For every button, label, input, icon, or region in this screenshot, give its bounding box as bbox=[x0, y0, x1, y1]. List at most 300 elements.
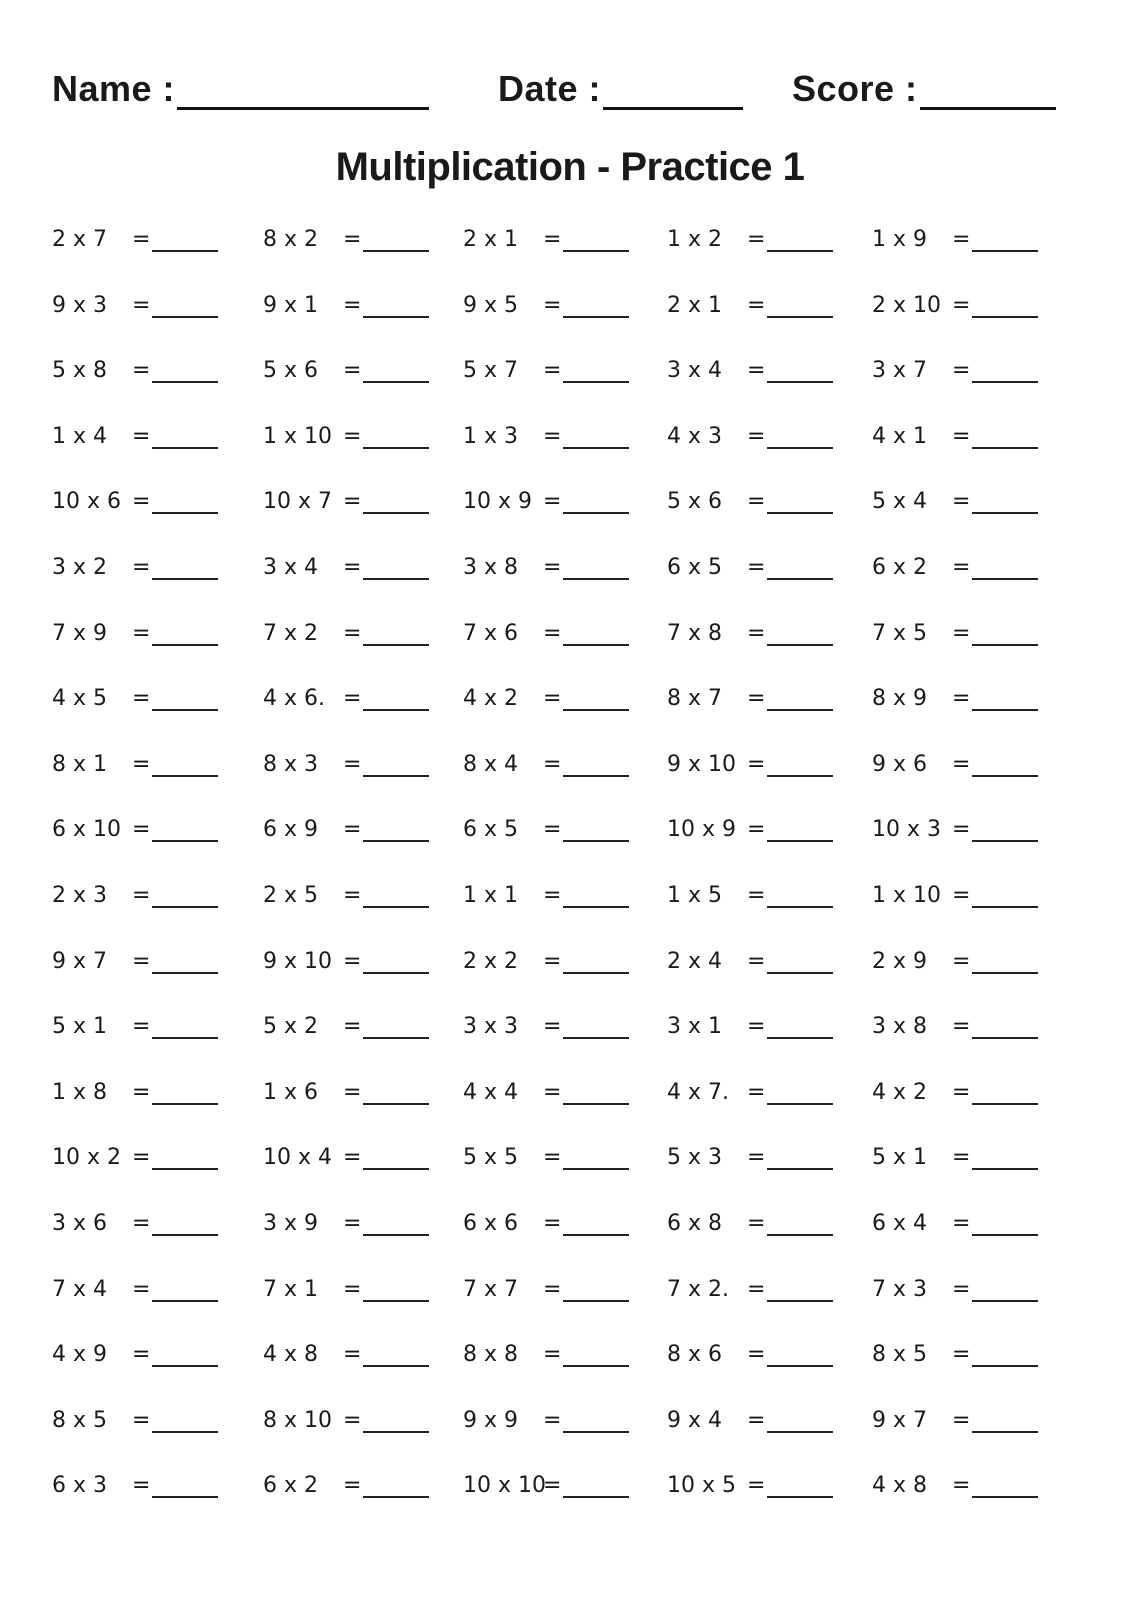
equals-sign: = bbox=[747, 1407, 766, 1433]
problem-row bbox=[0, 874, 1140, 940]
problem-expression: 3 x 4 bbox=[263, 554, 318, 580]
problem-expression: 10 x 4 bbox=[263, 1145, 332, 1171]
problem-item bbox=[263, 1071, 429, 1105]
problem-item bbox=[52, 415, 218, 449]
problem-item bbox=[463, 1071, 629, 1105]
problem-item bbox=[667, 1399, 833, 1433]
answer-blank[interactable] bbox=[563, 816, 629, 842]
answer-blank[interactable] bbox=[767, 1210, 833, 1236]
equals-sign: = bbox=[747, 1342, 766, 1368]
answer-blank[interactable] bbox=[363, 685, 429, 711]
equals-sign: = bbox=[343, 554, 362, 580]
answer-blank[interactable] bbox=[152, 751, 218, 777]
problem-grid bbox=[0, 218, 1140, 1530]
worksheet-title: Multiplication - Practice 1 bbox=[335, 145, 805, 189]
equals-sign: = bbox=[747, 489, 766, 515]
answer-blank[interactable] bbox=[152, 1144, 218, 1170]
problem-expression: 4 x 4 bbox=[463, 1079, 518, 1105]
answer-blank[interactable] bbox=[563, 882, 629, 908]
problem-item bbox=[667, 940, 833, 974]
problem-expression: 6 x 5 bbox=[667, 554, 722, 580]
problem-item bbox=[872, 808, 1038, 842]
problem-item bbox=[463, 1333, 629, 1367]
score-field bbox=[792, 68, 1056, 110]
answer-blank[interactable] bbox=[563, 1276, 629, 1302]
equals-sign: = bbox=[132, 1014, 151, 1040]
answer-blank[interactable] bbox=[152, 1472, 218, 1498]
answer-blank[interactable] bbox=[363, 1079, 429, 1105]
answer-blank[interactable] bbox=[972, 685, 1038, 711]
answer-blank[interactable] bbox=[767, 948, 833, 974]
answer-blank[interactable] bbox=[563, 1210, 629, 1236]
answer-blank[interactable] bbox=[563, 292, 629, 318]
problem-row bbox=[0, 1464, 1140, 1530]
problem-expression: 3 x 8 bbox=[463, 554, 518, 580]
answer-blank[interactable] bbox=[152, 488, 218, 514]
worksheet-header bbox=[0, 68, 1140, 128]
equals-sign: = bbox=[132, 423, 151, 449]
answer-blank[interactable] bbox=[767, 816, 833, 842]
problem-item bbox=[872, 1136, 1038, 1170]
problem-item bbox=[872, 1268, 1038, 1302]
answer-blank[interactable] bbox=[363, 1341, 429, 1367]
equals-sign: = bbox=[543, 1145, 562, 1171]
problem-expression: 7 x 6 bbox=[463, 620, 518, 646]
problem-item bbox=[872, 874, 1038, 908]
answer-blank[interactable] bbox=[152, 292, 218, 318]
equals-sign: = bbox=[543, 554, 562, 580]
problem-expression: 3 x 2 bbox=[52, 554, 107, 580]
answer-blank[interactable] bbox=[363, 751, 429, 777]
problem-item bbox=[872, 1464, 1038, 1498]
equals-sign: = bbox=[132, 751, 151, 777]
answer-blank[interactable] bbox=[767, 226, 833, 252]
answer-blank[interactable] bbox=[363, 816, 429, 842]
answer-blank[interactable] bbox=[563, 226, 629, 252]
problem-expression: 10 x 10 bbox=[463, 1473, 546, 1499]
equals-sign: = bbox=[543, 358, 562, 384]
equals-sign: = bbox=[543, 751, 562, 777]
answer-blank[interactable] bbox=[972, 292, 1038, 318]
answer-blank[interactable] bbox=[363, 357, 429, 383]
answer-blank[interactable] bbox=[563, 685, 629, 711]
problem-item bbox=[52, 743, 218, 777]
answer-blank[interactable] bbox=[152, 882, 218, 908]
problem-item bbox=[667, 1005, 833, 1039]
equals-sign: = bbox=[543, 1276, 562, 1302]
answer-blank[interactable] bbox=[563, 751, 629, 777]
problem-expression: 4 x 9 bbox=[52, 1342, 107, 1368]
problem-item bbox=[667, 415, 833, 449]
equals-sign: = bbox=[543, 1342, 562, 1368]
problem-expression: 2 x 3 bbox=[52, 882, 107, 908]
problem-expression: 4 x 8 bbox=[872, 1473, 927, 1499]
answer-blank[interactable] bbox=[972, 620, 1038, 646]
equals-sign: = bbox=[952, 292, 971, 318]
equals-sign: = bbox=[343, 489, 362, 515]
answer-blank[interactable] bbox=[972, 751, 1038, 777]
equals-sign: = bbox=[132, 948, 151, 974]
problem-item bbox=[263, 1464, 429, 1498]
problem-row bbox=[0, 940, 1140, 1006]
equals-sign: = bbox=[343, 751, 362, 777]
problem-item bbox=[667, 1268, 833, 1302]
problem-item bbox=[463, 1399, 629, 1433]
answer-blank[interactable] bbox=[152, 948, 218, 974]
problem-item bbox=[263, 1005, 429, 1039]
problem-item bbox=[463, 480, 629, 514]
problem-expression: 5 x 4 bbox=[872, 489, 927, 515]
problem-item bbox=[52, 218, 218, 252]
equals-sign: = bbox=[132, 292, 151, 318]
answer-blank[interactable] bbox=[152, 423, 218, 449]
equals-sign: = bbox=[952, 227, 971, 252]
problem-item bbox=[667, 546, 833, 580]
problem-item bbox=[463, 1268, 629, 1302]
problem-expression: 4 x 5 bbox=[52, 686, 107, 712]
equals-sign: = bbox=[132, 489, 151, 515]
problem-item bbox=[872, 743, 1038, 777]
answer-blank[interactable] bbox=[152, 1013, 218, 1039]
problem-expression: 1 x 8 bbox=[52, 1079, 107, 1105]
answer-blank[interactable] bbox=[767, 1079, 833, 1105]
equals-sign: = bbox=[543, 1407, 562, 1433]
equals-sign: = bbox=[747, 1014, 766, 1040]
problem-row bbox=[0, 480, 1140, 546]
equals-sign: = bbox=[747, 227, 766, 252]
score-input-line[interactable] bbox=[920, 71, 1056, 110]
problem-expression: 8 x 8 bbox=[463, 1342, 518, 1368]
equals-sign: = bbox=[747, 751, 766, 777]
answer-blank[interactable] bbox=[767, 488, 833, 514]
problem-item bbox=[52, 1268, 218, 1302]
equals-sign: = bbox=[343, 948, 362, 974]
problem-expression: 7 x 3 bbox=[872, 1276, 927, 1302]
problem-item bbox=[263, 415, 429, 449]
problem-expression: 8 x 1 bbox=[52, 751, 107, 777]
problem-item bbox=[667, 677, 833, 711]
equals-sign: = bbox=[343, 1145, 362, 1171]
problem-item bbox=[52, 1202, 218, 1236]
answer-blank[interactable] bbox=[152, 1341, 218, 1367]
problem-expression: 6 x 4 bbox=[872, 1210, 927, 1236]
problem-expression: 1 x 4 bbox=[52, 423, 107, 449]
problem-item bbox=[52, 874, 218, 908]
problem-item bbox=[263, 677, 429, 711]
equals-sign: = bbox=[343, 1210, 362, 1236]
problem-item bbox=[263, 940, 429, 974]
problem-item bbox=[463, 284, 629, 318]
problem-item bbox=[667, 480, 833, 514]
date-label: Date : bbox=[498, 68, 602, 109]
answer-blank[interactable] bbox=[972, 226, 1038, 252]
problem-expression: 5 x 6 bbox=[263, 358, 318, 384]
answer-blank[interactable] bbox=[363, 292, 429, 318]
equals-sign: = bbox=[343, 1407, 362, 1433]
answer-blank[interactable] bbox=[972, 948, 1038, 974]
answer-blank[interactable] bbox=[972, 882, 1038, 908]
answer-blank[interactable] bbox=[363, 620, 429, 646]
equals-sign: = bbox=[543, 1210, 562, 1236]
problem-item bbox=[52, 612, 218, 646]
problem-item bbox=[667, 874, 833, 908]
problem-row bbox=[0, 1136, 1140, 1202]
problem-expression: 10 x 3 bbox=[872, 817, 941, 843]
problem-expression: 1 x 10 bbox=[263, 423, 332, 449]
problem-expression: 9 x 10 bbox=[263, 948, 332, 974]
problem-expression: 8 x 10 bbox=[263, 1407, 332, 1433]
answer-blank[interactable] bbox=[363, 1407, 429, 1433]
answer-blank[interactable] bbox=[767, 1276, 833, 1302]
answer-blank[interactable] bbox=[767, 357, 833, 383]
problem-item bbox=[263, 349, 429, 383]
problem-expression: 2 x 1 bbox=[667, 292, 722, 318]
equals-sign: = bbox=[952, 554, 971, 580]
problem-expression: 7 x 4 bbox=[52, 1276, 107, 1302]
problem-item bbox=[52, 940, 218, 974]
equals-sign: = bbox=[543, 1473, 562, 1499]
problem-expression: 3 x 9 bbox=[263, 1210, 318, 1236]
problem-expression: 6 x 10 bbox=[52, 817, 121, 843]
problem-item bbox=[667, 808, 833, 842]
problem-item bbox=[263, 480, 429, 514]
answer-blank[interactable] bbox=[972, 1210, 1038, 1236]
answer-blank[interactable] bbox=[363, 882, 429, 908]
problem-expression: 3 x 3 bbox=[463, 1014, 518, 1040]
answer-blank[interactable] bbox=[563, 357, 629, 383]
answer-blank[interactable] bbox=[563, 948, 629, 974]
equals-sign: = bbox=[132, 620, 151, 646]
problem-expression: 4 x 2 bbox=[463, 686, 518, 712]
problem-row bbox=[0, 1071, 1140, 1137]
problem-expression: 1 x 9 bbox=[872, 227, 927, 252]
equals-sign: = bbox=[747, 686, 766, 712]
problem-item bbox=[463, 1464, 629, 1498]
problem-item bbox=[263, 1333, 429, 1367]
date-input-line[interactable] bbox=[603, 71, 743, 110]
answer-blank[interactable] bbox=[972, 1079, 1038, 1105]
problem-row bbox=[0, 1202, 1140, 1268]
problem-expression: 5 x 2 bbox=[263, 1014, 318, 1040]
problem-item bbox=[667, 1071, 833, 1105]
answer-blank[interactable] bbox=[767, 620, 833, 646]
problem-expression: 8 x 2 bbox=[263, 227, 318, 252]
answer-blank[interactable] bbox=[972, 1144, 1038, 1170]
answer-blank[interactable] bbox=[767, 685, 833, 711]
problem-item bbox=[263, 1136, 429, 1170]
problem-item bbox=[872, 612, 1038, 646]
answer-blank[interactable] bbox=[972, 423, 1038, 449]
problem-expression: 1 x 2 bbox=[667, 227, 722, 252]
problem-item bbox=[263, 808, 429, 842]
problem-item bbox=[263, 612, 429, 646]
equals-sign: = bbox=[543, 1079, 562, 1105]
answer-blank[interactable] bbox=[972, 816, 1038, 842]
answer-blank[interactable] bbox=[972, 1472, 1038, 1498]
problem-row bbox=[0, 1268, 1140, 1334]
problem-item bbox=[263, 874, 429, 908]
problem-item bbox=[872, 415, 1038, 449]
equals-sign: = bbox=[747, 817, 766, 843]
equals-sign: = bbox=[132, 686, 151, 712]
equals-sign: = bbox=[132, 1473, 151, 1499]
answer-blank[interactable] bbox=[563, 620, 629, 646]
answer-blank[interactable] bbox=[767, 1341, 833, 1367]
problem-expression: 2 x 2 bbox=[463, 948, 518, 974]
equals-sign: = bbox=[543, 489, 562, 515]
answer-blank[interactable] bbox=[152, 1079, 218, 1105]
problem-item bbox=[872, 1202, 1038, 1236]
problem-item bbox=[667, 1136, 833, 1170]
answer-blank[interactable] bbox=[767, 554, 833, 580]
answer-blank[interactable] bbox=[767, 1144, 833, 1170]
problem-row bbox=[0, 808, 1140, 874]
problem-expression: 1 x 5 bbox=[667, 882, 722, 908]
problem-item bbox=[52, 1071, 218, 1105]
equals-sign: = bbox=[132, 1407, 151, 1433]
answer-blank[interactable] bbox=[363, 1013, 429, 1039]
answer-blank[interactable] bbox=[363, 948, 429, 974]
equals-sign: = bbox=[343, 292, 362, 318]
problem-expression: 8 x 5 bbox=[872, 1342, 927, 1368]
problem-item bbox=[463, 1202, 629, 1236]
equals-sign: = bbox=[132, 227, 151, 252]
answer-blank[interactable] bbox=[767, 292, 833, 318]
answer-blank[interactable] bbox=[363, 1144, 429, 1170]
answer-blank[interactable] bbox=[152, 357, 218, 383]
answer-blank[interactable] bbox=[363, 554, 429, 580]
answer-blank[interactable] bbox=[972, 1276, 1038, 1302]
score-label: Score : bbox=[792, 68, 918, 109]
problem-item bbox=[52, 677, 218, 711]
answer-blank[interactable] bbox=[972, 357, 1038, 383]
problem-item bbox=[463, 546, 629, 580]
equals-sign: = bbox=[952, 1276, 971, 1302]
problem-item bbox=[52, 1333, 218, 1367]
equals-sign: = bbox=[132, 1276, 151, 1302]
problem-item bbox=[52, 808, 218, 842]
problem-expression: 6 x 3 bbox=[52, 1473, 107, 1499]
equals-sign: = bbox=[132, 1342, 151, 1368]
equals-sign: = bbox=[952, 1079, 971, 1105]
answer-blank[interactable] bbox=[363, 423, 429, 449]
answer-blank[interactable] bbox=[767, 1013, 833, 1039]
name-input-line[interactable] bbox=[177, 71, 429, 110]
equals-sign: = bbox=[343, 1079, 362, 1105]
problem-item bbox=[463, 677, 629, 711]
answer-blank[interactable] bbox=[152, 620, 218, 646]
answer-blank[interactable] bbox=[363, 226, 429, 252]
equals-sign: = bbox=[747, 1145, 766, 1171]
problem-expression: 10 x 9 bbox=[667, 817, 736, 843]
problem-item bbox=[463, 940, 629, 974]
problem-item bbox=[872, 1071, 1038, 1105]
problem-item bbox=[52, 1005, 218, 1039]
answer-blank[interactable] bbox=[972, 1013, 1038, 1039]
answer-blank[interactable] bbox=[152, 685, 218, 711]
equals-sign: = bbox=[543, 423, 562, 449]
problem-expression: 3 x 7 bbox=[872, 358, 927, 384]
answer-blank[interactable] bbox=[563, 1472, 629, 1498]
answer-blank[interactable] bbox=[767, 423, 833, 449]
problem-item bbox=[667, 1464, 833, 1498]
answer-blank[interactable] bbox=[563, 1407, 629, 1433]
answer-blank[interactable] bbox=[563, 1079, 629, 1105]
answer-blank[interactable] bbox=[563, 554, 629, 580]
problem-item bbox=[263, 1399, 429, 1433]
answer-blank[interactable] bbox=[563, 488, 629, 514]
problem-expression: 9 x 4 bbox=[667, 1407, 722, 1433]
answer-blank[interactable] bbox=[152, 816, 218, 842]
equals-sign: = bbox=[952, 948, 971, 974]
answer-blank[interactable] bbox=[363, 1210, 429, 1236]
problem-expression: 7 x 2 bbox=[263, 620, 318, 646]
equals-sign: = bbox=[343, 686, 362, 712]
answer-blank[interactable] bbox=[767, 1407, 833, 1433]
answer-blank[interactable] bbox=[363, 1472, 429, 1498]
answer-blank[interactable] bbox=[152, 1276, 218, 1302]
answer-blank[interactable] bbox=[363, 488, 429, 514]
answer-blank[interactable] bbox=[152, 226, 218, 252]
equals-sign: = bbox=[952, 423, 971, 449]
problem-expression: 9 x 6 bbox=[872, 751, 927, 777]
answer-blank[interactable] bbox=[972, 1407, 1038, 1433]
problem-expression: 6 x 6 bbox=[463, 1210, 518, 1236]
answer-blank[interactable] bbox=[767, 751, 833, 777]
answer-blank[interactable] bbox=[563, 1013, 629, 1039]
equals-sign: = bbox=[343, 1473, 362, 1499]
answer-blank[interactable] bbox=[152, 1407, 218, 1433]
problem-row bbox=[0, 1005, 1140, 1071]
problem-expression: 3 x 8 bbox=[872, 1014, 927, 1040]
problem-item bbox=[872, 349, 1038, 383]
answer-blank[interactable] bbox=[152, 554, 218, 580]
problem-expression: 7 x 7 bbox=[463, 1276, 518, 1302]
problem-expression: 2 x 5 bbox=[263, 882, 318, 908]
answer-blank[interactable] bbox=[972, 554, 1038, 580]
equals-sign: = bbox=[543, 817, 562, 843]
problem-expression: 9 x 3 bbox=[52, 292, 107, 318]
answer-blank[interactable] bbox=[563, 1144, 629, 1170]
answer-blank[interactable] bbox=[972, 488, 1038, 514]
answer-blank[interactable] bbox=[563, 1341, 629, 1367]
problem-expression: 7 x 9 bbox=[52, 620, 107, 646]
problem-item bbox=[52, 1136, 218, 1170]
answer-blank[interactable] bbox=[563, 423, 629, 449]
equals-sign: = bbox=[132, 817, 151, 843]
equals-sign: = bbox=[952, 1342, 971, 1368]
equals-sign: = bbox=[543, 948, 562, 974]
problem-item bbox=[667, 1202, 833, 1236]
problem-expression: 6 x 2 bbox=[872, 554, 927, 580]
equals-sign: = bbox=[343, 1014, 362, 1040]
answer-blank[interactable] bbox=[972, 1341, 1038, 1367]
equals-sign: = bbox=[952, 1407, 971, 1433]
equals-sign: = bbox=[952, 620, 971, 646]
problem-item bbox=[263, 284, 429, 318]
equals-sign: = bbox=[543, 292, 562, 318]
answer-blank[interactable] bbox=[363, 1276, 429, 1302]
problem-item bbox=[463, 874, 629, 908]
answer-blank[interactable] bbox=[767, 882, 833, 908]
equals-sign: = bbox=[543, 882, 562, 908]
equals-sign: = bbox=[343, 882, 362, 908]
problem-item bbox=[667, 1333, 833, 1367]
problem-row bbox=[0, 349, 1140, 415]
answer-blank[interactable] bbox=[152, 1210, 218, 1236]
equals-sign: = bbox=[132, 554, 151, 580]
answer-blank[interactable] bbox=[767, 1472, 833, 1498]
